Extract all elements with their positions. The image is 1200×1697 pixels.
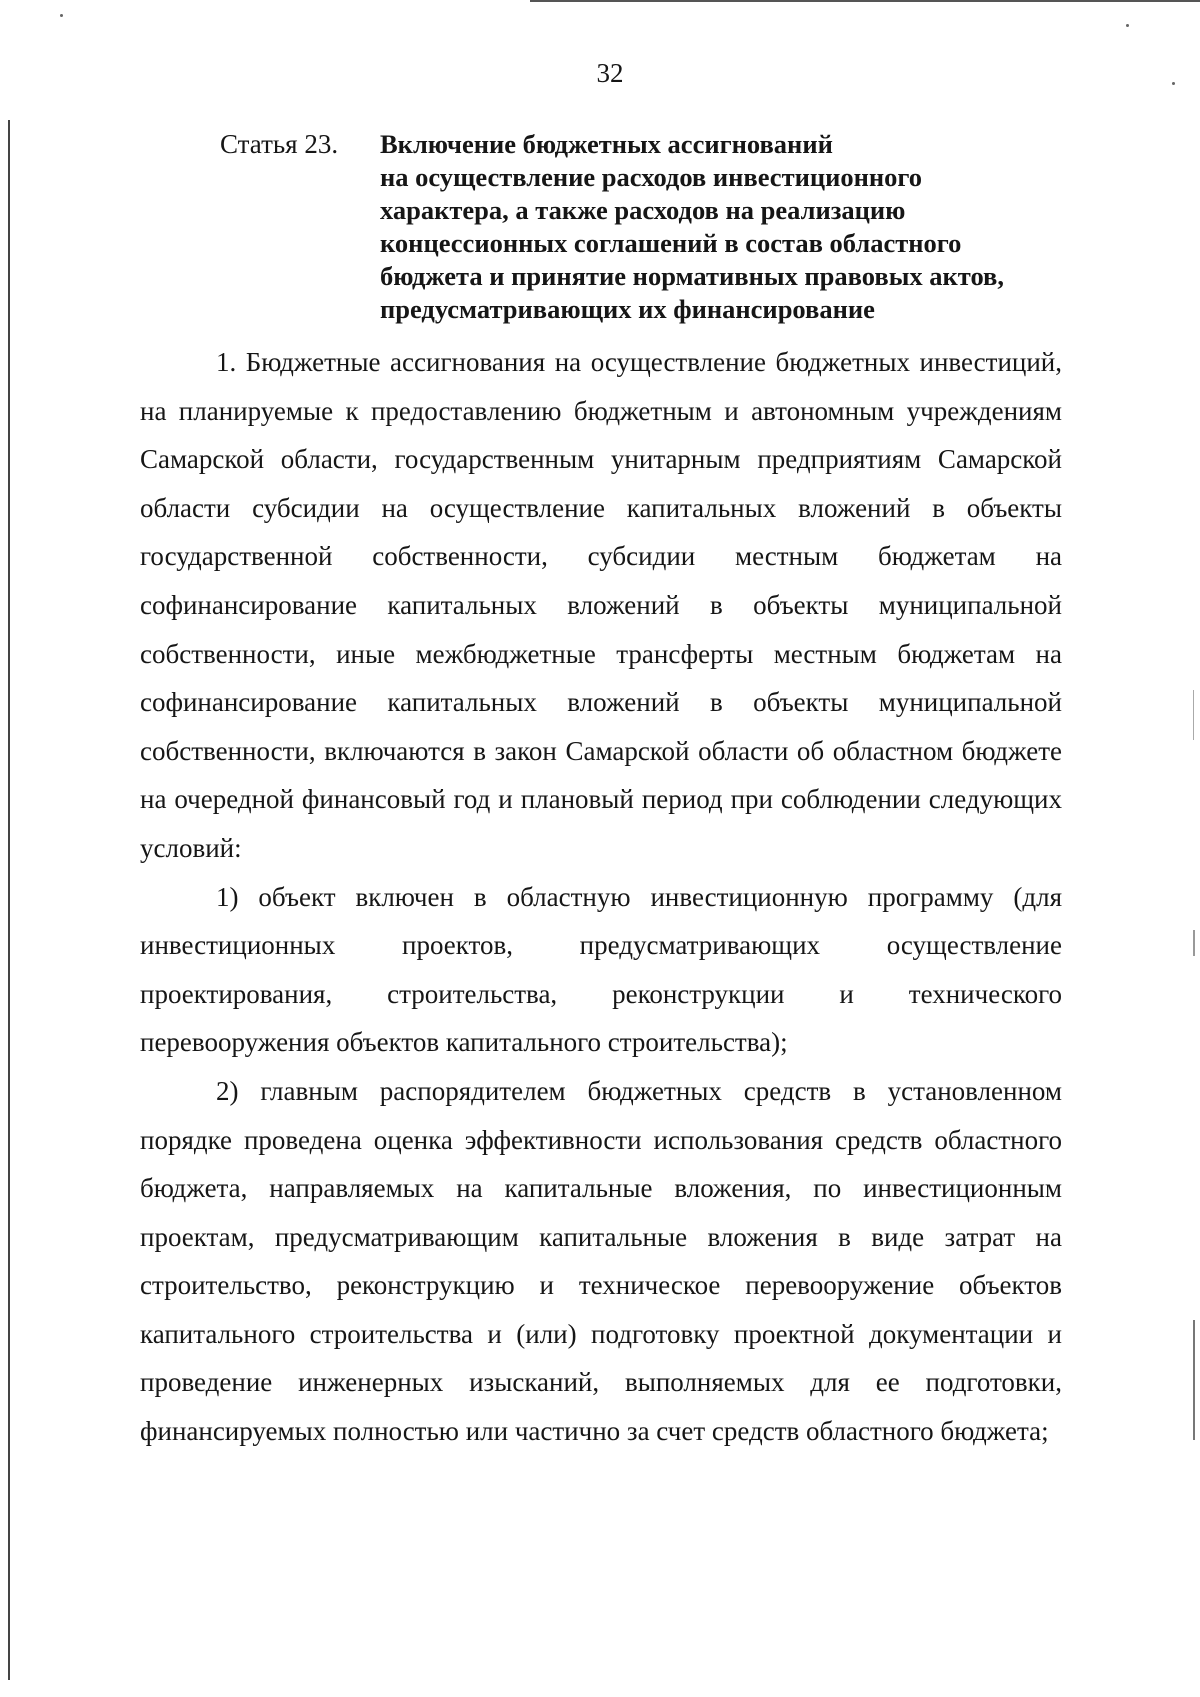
- article-heading: [220, 128, 1060, 326]
- scan-mark-right: [1193, 1320, 1195, 1440]
- article-label: Статья 23.: [220, 129, 339, 159]
- scan-speck: [1126, 24, 1129, 27]
- scan-speck: [60, 14, 63, 17]
- paragraph-2: 1) объект включен в областную инвестиционную программу (для инвестиционных проектов, предусматривающих осуществление проектирования, строительства, реконструкции и технического перевооружения объектов капитального строительства);: [140, 881, 1062, 1058]
- paragraph-3: 2) главным распорядителем бюджетных средств в установленном порядке проведена оценка эффективности использования средств областного бюджета, направляемых на капитальные вложения, по инвестиционным проектам, предусматривающим капитальные вложения в виде затрат на строительство, реконструкцию и техническое перевооружение объектов капитального строительства и (или) подготовку проектной документации и проведение инженерных изысканий, выполняемых для ее подготовки, финансируемых полностью или частично за счет средств областного бюджета;: [140, 1075, 1062, 1447]
- scan-edge-top: [530, 0, 1200, 2]
- scan-edge-left: [8, 120, 10, 1680]
- scan-mark-right: [1193, 690, 1194, 740]
- article-title: Включение бюджетных ассигнований на осуществление расходов инвестиционного характера, а также расходов на реализацию концессионных соглашений в состав областного бюджета и принятие нормативных правовых актов, предусматривающих их финансирование: [380, 129, 1004, 324]
- page-number: 32: [596, 58, 624, 88]
- scan-mark-right: [1193, 930, 1195, 956]
- paragraph-1: 1. Бюджетные ассигнования на осуществление бюджетных инвестиций, на планируемые к предоставлению бюджетным и автономным учреждениям Самарской области, государственным унитарным предприятиям Самарской области субсидии на осуществление капитальных вложений в объекты государственной собственности, субсидии местным бюджетам на софинансирование капитальных вложений в объекты муниципальной собственности, иные межбюджетные трансферты местным бюджетам на софинансирование капитальных вложений в объекты муниципальной собственности, включаются в закон Самарской области об областном бюджете на очередной финансовый год и плановый период при соблюдении следующих условий:: [140, 347, 1062, 863]
- article-body: [140, 338, 1062, 1456]
